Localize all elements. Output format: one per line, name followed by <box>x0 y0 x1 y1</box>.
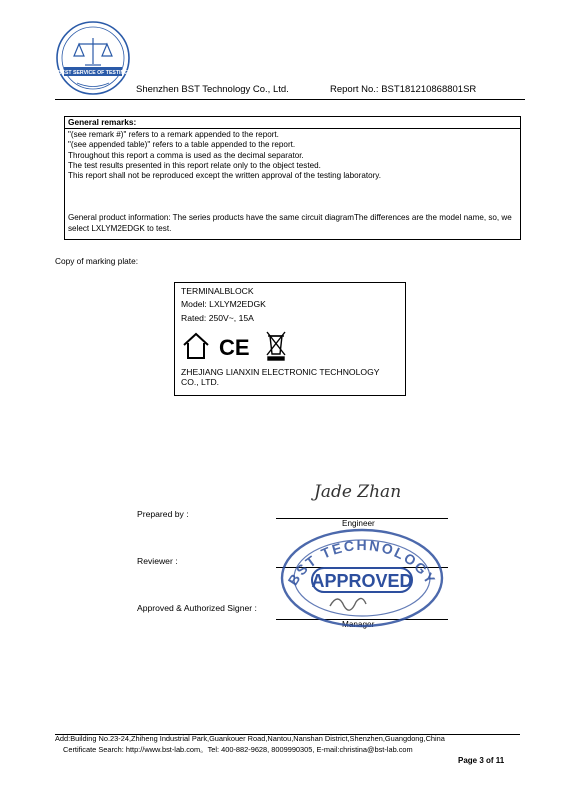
marking-plate-label: Copy of marking plate: <box>55 256 139 266</box>
approved-stamp <box>278 524 446 628</box>
report-number: Report No.: BST181210868801SR <box>330 84 477 95</box>
ce-mark-icon: CE <box>219 335 250 360</box>
page-number: Page 3 of 11 <box>458 756 505 765</box>
footer-address: Add:Building No.23-24,Zhiheng Industrial Park,Guankouer Road,Nantou,Nanshan District,Shenzhen,Guangdong,China <box>55 734 445 743</box>
product-information: General product information: The series products have the same circuit diagramThe differences are the model name, so, we select LXLYM2EDGK to test. <box>68 213 512 233</box>
plate-rating: Rated: 250V~, 15A <box>181 313 254 323</box>
svg-text:BST TECHNOLOGY: BST TECHNOLOGY <box>284 537 440 589</box>
marking-plate <box>174 282 406 396</box>
engineer-label: Engineer <box>342 519 375 528</box>
approved-by-label: Approved & Authorized Signer : <box>137 603 257 613</box>
plate-product: TERMINALBLOCK <box>181 286 254 296</box>
general-remarks-box <box>64 116 521 240</box>
remark-line: Throughout this report a comma is used as the decimal separator. <box>68 150 304 160</box>
remarks-list <box>68 130 381 181</box>
plate-symbols <box>181 328 301 362</box>
svg-text:APPROVED: APPROVED <box>311 571 413 591</box>
bst-logo <box>55 20 131 96</box>
svg-text:BEST SERVICE OF TESTING: BEST SERVICE OF TESTING <box>57 70 129 76</box>
remark-line: This report shall not be reproduced except the written approval of the testing laboratory. <box>68 171 381 181</box>
handwritten-signature: Jade Zhan <box>314 482 402 502</box>
remark-line: The test results presented in this report relate only to the object tested. <box>68 160 321 170</box>
weee-bin-icon <box>267 332 285 360</box>
remarks-title: General remarks: <box>65 117 520 129</box>
house-icon <box>184 334 208 358</box>
remark-line: "(see remark #)" refers to a remark appended to the report. <box>68 130 279 139</box>
header-divider <box>55 99 525 100</box>
reviewer-label: Reviewer : <box>137 556 178 566</box>
plate-model: Model: LXLYM2EDGK <box>181 299 266 309</box>
prepared-by-label: Prepared by : <box>137 509 189 519</box>
plate-manufacturer: ZHEJIANG LIANXIN ELECTRONIC TECHNOLOGY CO., LTD. <box>181 367 380 387</box>
remark-line: "(see appended table)" refers to a table appended to the report. <box>68 140 296 150</box>
footer-contact: Certificate Search: http://www.bst-lab.com。Tel: 400-882-9628, 8009990305, E-mail:christina@bst-lab.com <box>63 745 413 754</box>
manager-label: Manager <box>342 620 375 629</box>
company-name: Shenzhen BST Technology Co., Ltd. <box>136 84 289 95</box>
